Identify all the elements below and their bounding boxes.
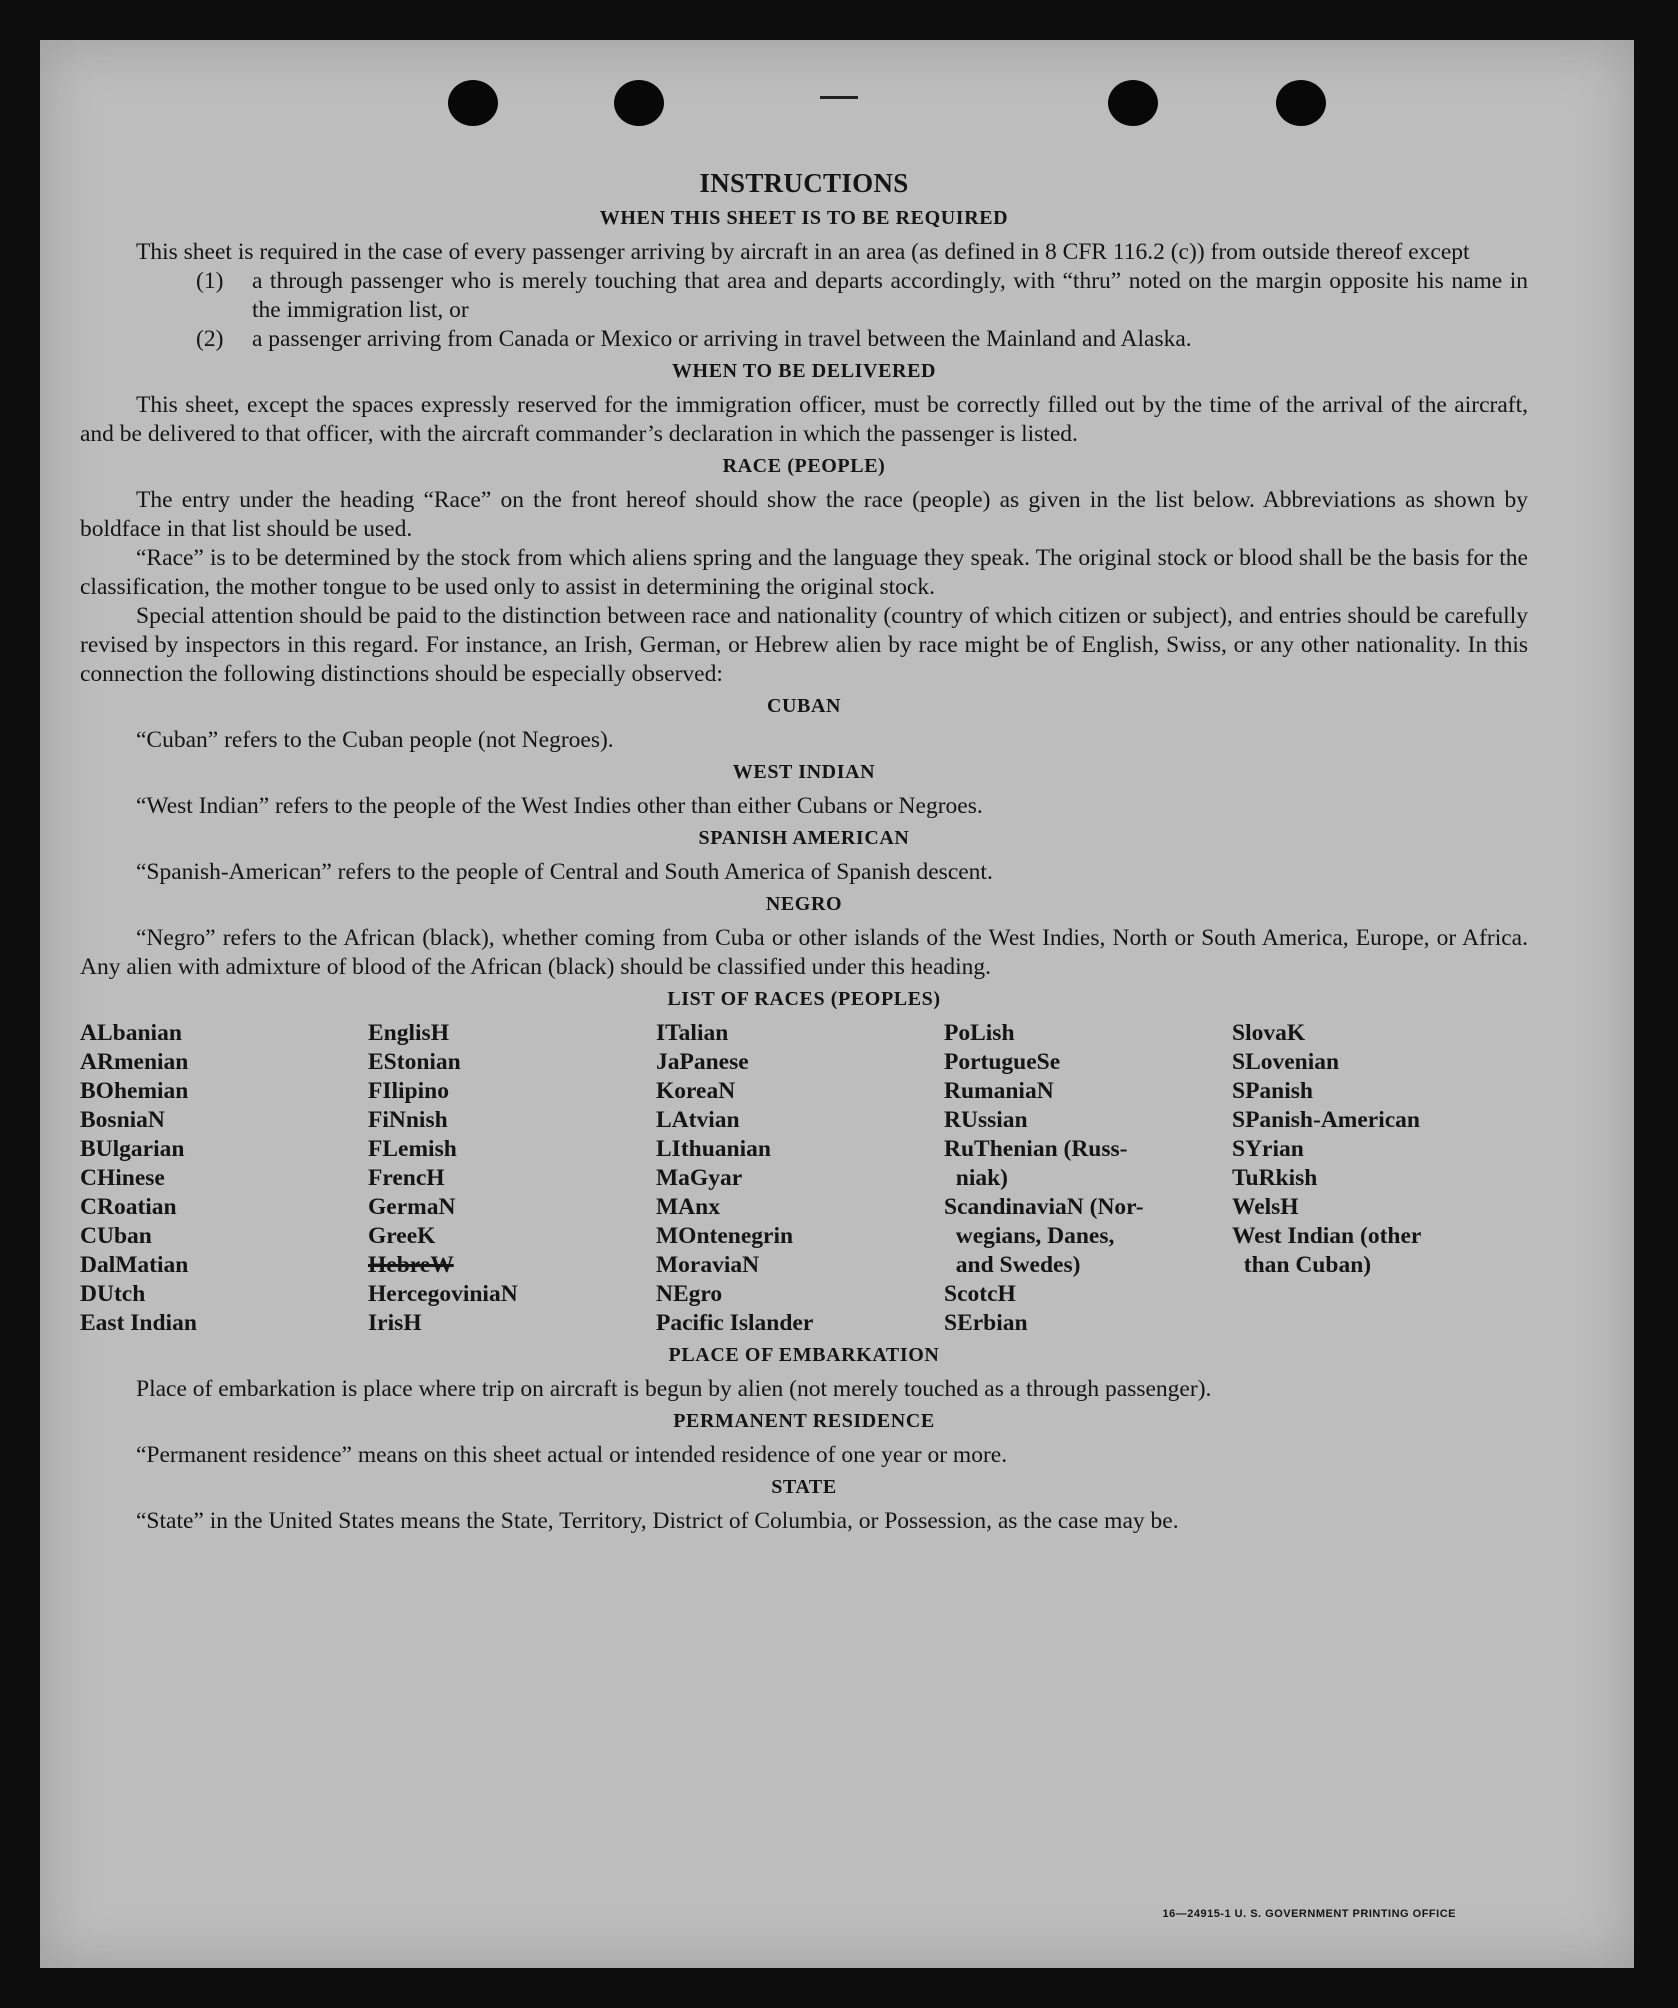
race-entry: MaGyar — [656, 1165, 743, 1191]
race-entry: NEgro — [656, 1281, 723, 1307]
punch-hole — [1276, 80, 1326, 126]
race-entry-struck: HebreW — [368, 1252, 454, 1278]
race-entry: MOntenegrin — [656, 1223, 794, 1249]
section-heading: CUBAN — [766, 695, 842, 717]
race-entry: LIthuanian — [656, 1136, 771, 1162]
section-heading: LIST OF RACES (PEOPLES) — [667, 988, 941, 1010]
race-entry: SPanish-American — [1232, 1107, 1420, 1133]
paragraph: Special attention should be paid to the distinction between race and nationality (country of which citizen or subject), and entries should be carefully revised by inspectors in this regard. For instance, an Irish, German, or Hebrew alien by race might be of English, Swiss, or any other nationality. In this connection the following distinctions should be especially observed: — [80, 603, 1528, 687]
race-entry: SErbian — [944, 1310, 1028, 1336]
race-entry: GermaN — [368, 1194, 456, 1220]
races-list — [80, 1019, 1528, 1338]
document-page — [40, 40, 1634, 1968]
race-entry: FiNnish — [368, 1107, 448, 1133]
paragraph: “Cuban” refers to the Cuban people (not Negroes). — [136, 727, 614, 753]
race-entry: MoraviaN — [656, 1252, 760, 1278]
race-entry: RUssian — [944, 1107, 1028, 1133]
paragraph: “Spanish-American” refers to the people of Central and South America of Spanish descent. — [136, 859, 993, 885]
item-number: (2) — [196, 326, 224, 352]
race-entry: West Indian (other — [1232, 1223, 1422, 1249]
race-entry: LAtvian — [656, 1107, 740, 1133]
section-heading: WHEN TO BE DELIVERED — [671, 360, 937, 382]
section-heading: STATE — [771, 1476, 837, 1498]
race-entry: RuThenian (Russ- — [944, 1136, 1128, 1162]
race-entry: FIlipino — [368, 1078, 449, 1104]
printer-imprint: 16—24915-1 U. S. GOVERNMENT PRINTING OFFICE — [1162, 1908, 1456, 1920]
race-entry: MAnx — [656, 1194, 720, 1220]
race-entry: BUlgarian — [80, 1136, 185, 1162]
races-column — [80, 1019, 368, 1338]
race-entry: JaPanese — [656, 1049, 749, 1075]
race-entry: wegians, Danes, — [944, 1223, 1115, 1249]
race-entry: ITalian — [656, 1020, 729, 1046]
race-entry: CUban — [80, 1223, 152, 1249]
paragraph: This sheet is required in the case of every passenger arriving by aircraft in an area (as defined in 8 CFR 116.2 (c)) from outside thereof except — [136, 239, 1470, 265]
punch-hole — [614, 80, 664, 126]
race-entry: RumaniaN — [944, 1078, 1054, 1104]
race-entry: CHinese — [80, 1165, 165, 1191]
race-entry: SPanish — [1232, 1078, 1313, 1104]
item-number: (1) — [196, 268, 224, 294]
race-entry: BOhemian — [80, 1078, 189, 1104]
races-column — [1232, 1019, 1528, 1338]
races-column — [656, 1019, 944, 1338]
race-entry: FrencH — [368, 1165, 445, 1191]
scratch-mark — [820, 96, 858, 99]
section-heading: SPANISH AMERICAN — [698, 827, 910, 849]
race-entry: ALbanian — [80, 1020, 182, 1046]
paragraph: Place of embarkation is place where trip on aircraft is begun by alien (not merely touched as a through passenger). — [136, 1376, 1212, 1402]
race-entry: PoLish — [944, 1020, 1015, 1046]
race-entry: DUtch — [80, 1281, 146, 1307]
race-entry: BosniaN — [80, 1107, 165, 1133]
race-entry: IrisH — [368, 1310, 422, 1336]
section-heading: WEST INDIAN — [732, 761, 876, 783]
punch-hole — [448, 80, 498, 126]
paragraph: “State” in the United States means the State, Territory, District of Columbia, or Possession, as the case may be. — [136, 1508, 1179, 1534]
race-entry: Pacific Islander — [656, 1310, 814, 1336]
race-entry: East Indian — [80, 1310, 197, 1336]
race-entry: and Swedes) — [944, 1252, 1081, 1278]
race-entry: EnglisH — [368, 1020, 449, 1046]
paragraph: “Negro” refers to the African (black), whether coming from Cuba or other islands of the West Indies, North or South America, Europe, or Africa. Any alien with admixture of blood of the African (black) should be classified under this heading. — [80, 925, 1528, 980]
race-entry: ScandinaviaN (Nor- — [944, 1194, 1144, 1220]
race-entry: PortugueSe — [944, 1049, 1061, 1075]
page-title: INSTRUCTIONS — [699, 168, 909, 198]
race-entry: niak) — [944, 1165, 1008, 1191]
race-entry: KoreaN — [656, 1078, 736, 1104]
paragraph: “West Indian” refers to the people of the West Indies other than either Cubans or Negroes. — [136, 793, 983, 819]
race-entry: HercegoviniaN — [368, 1281, 518, 1307]
race-entry: GreeK — [368, 1223, 436, 1249]
punch-hole — [1108, 80, 1158, 126]
paragraph: “Race” is to be determined by the stock from which aliens spring and the language they speak. The original stock or blood shall be the basis for the classification, the mother tongue to be used only to assist in determining the original stock. — [80, 545, 1528, 600]
race-entry: CRoatian — [80, 1194, 177, 1220]
section-heading: WHEN THIS SHEET IS TO BE REQUIRED — [599, 207, 1009, 229]
section-heading: RACE (PEOPLE) — [722, 455, 886, 477]
race-entry: SLovenian — [1232, 1049, 1340, 1075]
race-entry: ScotcH — [944, 1281, 1016, 1307]
item-text: a through passenger who is merely touching that area and departs accordingly, with “thru” noted on the margin opposite his name in the immigration list, or — [252, 268, 1528, 323]
races-column — [944, 1019, 1232, 1338]
race-entry: WelsH — [1232, 1194, 1299, 1220]
section-heading: NEGRO — [765, 893, 843, 915]
instructions-body — [80, 168, 1528, 1536]
item-text: a passenger arriving from Canada or Mexico or arriving in travel between the Mainland and Alaska. — [252, 326, 1192, 352]
list-item — [196, 325, 1528, 354]
paragraph: This sheet, except the spaces expressly reserved for the immigration officer, must be correctly filled out by the time of the arrival of the aircraft, and be delivered to that officer, with the aircraft commander’s declaration in which the passenger is listed. — [80, 392, 1528, 447]
race-entry: TuRkish — [1232, 1165, 1318, 1191]
race-entry: ARmenian — [80, 1049, 189, 1075]
list-item — [196, 267, 1528, 325]
race-entry: EStonian — [368, 1049, 461, 1075]
paragraph: The entry under the heading “Race” on the front hereof should show the race (people) as given in the list below. Abbreviations as shown by boldface in that list should be used. — [80, 487, 1528, 542]
race-entry: DalMatian — [80, 1252, 189, 1278]
races-column — [368, 1019, 656, 1338]
paragraph: “Permanent residence” means on this sheet actual or intended residence of one year or more. — [136, 1442, 1008, 1468]
race-entry: SlovaK — [1232, 1020, 1306, 1046]
section-heading: PERMANENT RESIDENCE — [673, 1410, 935, 1432]
race-entry: SYrian — [1232, 1136, 1304, 1162]
race-entry: FLemish — [368, 1136, 457, 1162]
section-heading: PLACE OF EMBARKATION — [668, 1344, 940, 1366]
race-entry: than Cuban) — [1232, 1252, 1372, 1278]
